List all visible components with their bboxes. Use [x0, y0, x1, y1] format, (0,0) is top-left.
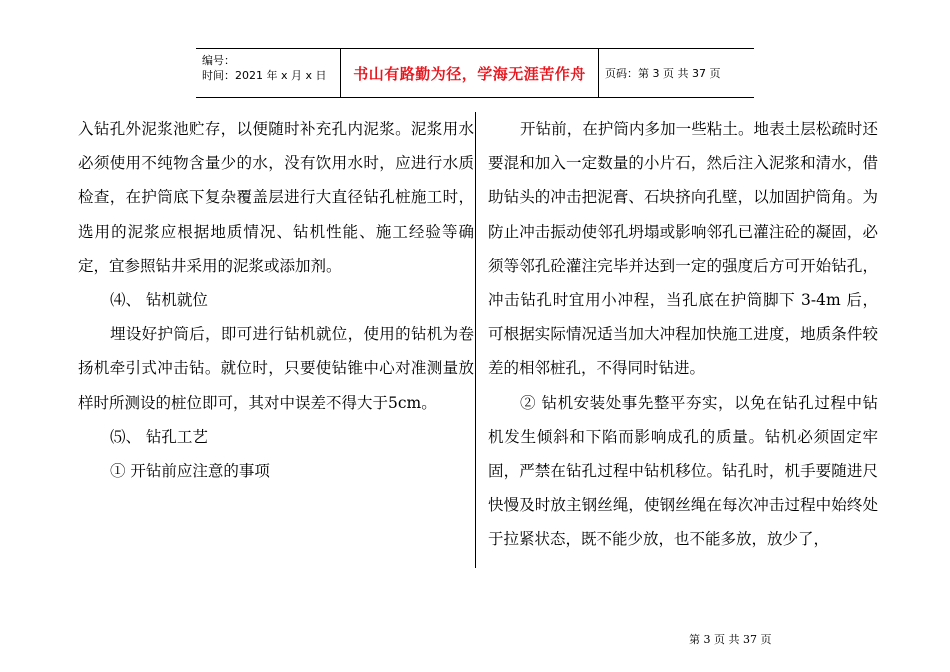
paragraph: 开钻前，在护筒内多加一些粘土。地表土层松疏时还要混和加入一定数量的小片石，然后注入泥浆和清水，借助钻头的冲击把泥膏、石块挤向孔壁，以加固护筒角。为防止冲击振动使邻孔坍塌或影响邻孔已灌注砼的凝固，必须等邻孔砼灌注完毕并达到一定的强度后方可开始钻孔，冲击钻孔时宜用小冲程，当孔底在护筒脚下 3-4m 后，可根据实际情况适当加大冲程加快施工进度，地质条件较差的相邻桩孔，不得同时钻进。 [488, 120, 878, 378]
page-label: 页码：第 3 页 共 37 页 [605, 67, 721, 80]
paragraph: 入钻孔外泥浆池贮存，以便随时补充孔内泥浆。泥浆用水必须使用不纯物含量少的水，没有饮用水时，应进行水质检查，在护筒底下复杂覆盖层进行大直径钻孔桩施工时，选用的泥浆应根据地质情况、钻机性能、施工经验等确定，宜参照钻井采用的泥浆或添加剂。 [78, 120, 474, 275]
subsection-heading: ① 开钻前应注意的事项 [110, 462, 270, 481]
number-label: 编号： [202, 54, 235, 67]
header-motto-cell [341, 49, 599, 97]
header-page-cell [599, 49, 754, 97]
time-label: 时间：2021 年 x 月 x 日 [202, 69, 327, 82]
paragraph: 埋设好护筒后，即可进行钻机就位，使用的钻机为卷扬机牵引式冲击钻。就位时，只要使钻锥中心对准测量放样时所测设的桩位即可，其对中误差不得大于5cm。 [78, 325, 474, 412]
column-divider [475, 112, 476, 568]
header-meta [196, 49, 341, 97]
page-footer: 第 3 页 共 37 页 [689, 633, 772, 646]
section-heading: ⑸、 钻孔工艺 [110, 427, 208, 446]
right-column [488, 112, 878, 557]
paragraph: ② 钻机安装处事先整平夯实，以免在钻孔过程中钻机发生倾斜和下陷而影响成孔的质量。钻机必须固定牢固，严禁在钻孔过程中钻机移位。钻孔时，机手要随进尺快慢及时放主钢丝绳，使钢丝绳在每次冲击过程中始终处于拉紧状态，既不能少放，也不能多放，放少了， [488, 393, 878, 549]
left-column [78, 112, 474, 488]
page-header [196, 48, 754, 98]
section-heading: ⑷、 钻机就位 [110, 291, 208, 310]
motto-text: 书山有路勤为径，学海无涯苦作舟 [353, 64, 586, 83]
